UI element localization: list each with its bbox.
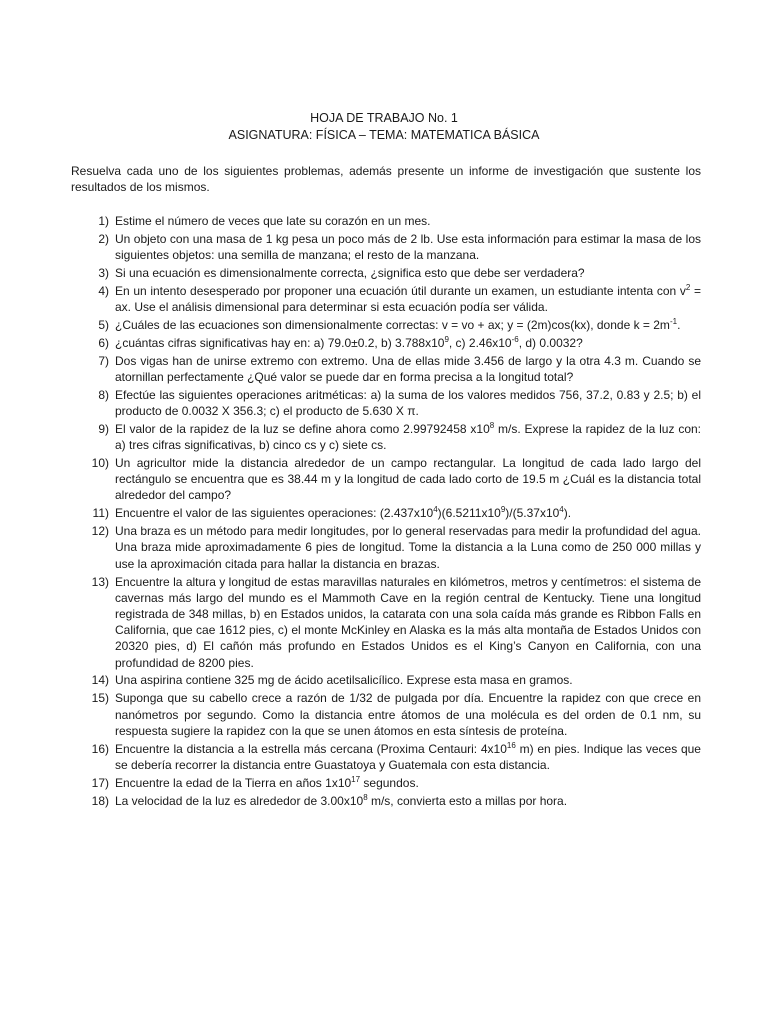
- problem-number: 2): [98, 231, 109, 246]
- problem-text: [115, 672, 701, 688]
- problem-text-segment: Una braza es un método para medir longitudes, por lo general reservadas para medir la profundidad del agua. Una braza mide aproximadamente 6 pies de longitud. Tome la distancia a la Luna como de 250 000 millas y use la aproximación citada para hallar la distancia en brazas.: [115, 524, 701, 571]
- problem-text: [115, 231, 701, 263]
- problem-item: [71, 775, 701, 791]
- worksheet-title: HOJA DE TRABAJO No. 1: [310, 111, 458, 125]
- problem-number: 9): [98, 421, 109, 436]
- problem-item: [71, 523, 701, 572]
- problem-text: [115, 317, 701, 333]
- exponent: 8: [489, 420, 495, 430]
- problem-text-segment: ¿cuántas cifras significativas hay en: a) 79.0±0.2, b) 3.788x10: [115, 335, 445, 350]
- problem-number: 11): [92, 506, 109, 521]
- problem-number: 12): [91, 524, 109, 539]
- problem-text-segment: )/(5.37x10: [505, 506, 560, 521]
- problem-number: 3): [98, 265, 109, 280]
- problem-text-segment: La velocidad de la luz es alrededor de 3.00x10: [115, 793, 364, 808]
- problem-item: [71, 672, 701, 688]
- problem-item: [71, 353, 701, 385]
- problem-number: 4): [98, 283, 109, 298]
- instructions-paragraph: Resuelva cada uno de los siguientes problemas, además presente un informe de investigación que sustente los resultados de los mismos.: [71, 164, 701, 195]
- exponent: 9: [500, 505, 506, 515]
- problem-text-segment: = ax. Use el análisis dimensional para determinar si esta ecuación podía ser válida.: [115, 283, 702, 315]
- problem-item: [71, 455, 701, 504]
- problem-text: [115, 283, 701, 315]
- exponent: 17: [351, 774, 361, 784]
- problem-text: [115, 793, 701, 809]
- problem-number: 8): [98, 387, 109, 402]
- problem-text: [115, 741, 701, 773]
- problem-text-segment: Encuentre la edad de la Tierra en años 1x10: [115, 775, 352, 790]
- problem-text: [115, 265, 701, 281]
- problem-item: [71, 741, 701, 773]
- problem-text-segment: ¿Cuáles de las ecuaciones son dimensionalmente correctas: v = vo + ax; y = (2m)cos(kx), donde k = 2m: [115, 317, 670, 332]
- problem-text-segment: Encuentre el valor de las siguientes operaciones: (2.437x10: [115, 506, 434, 521]
- problem-number: 14): [91, 673, 109, 688]
- problem-text-segment: m/s, convierta esto a millas por hora.: [367, 793, 568, 808]
- exponent: 8: [363, 792, 368, 802]
- problem-list: [71, 213, 701, 810]
- problem-number: 13): [91, 574, 109, 589]
- problem-item: [71, 690, 701, 739]
- problem-text-segment: m/s. Exprese la rapidez de la luz con: a) tres cifras significativas, b) cinco cs y c) siete cs.: [115, 421, 701, 453]
- problem-text-segment: ).: [563, 506, 572, 521]
- exponent: -1: [669, 316, 678, 326]
- problem-number: 17): [91, 775, 109, 790]
- problem-text-segment: Dos vigas han de unirse extremo con extremo. Una de ellas mide 3.456 de largo y la otra 4.3 m. Cuando se atornillan perfectamente ¿Qué valor se puede dar en forma precisa a la longitud total?: [115, 353, 701, 384]
- exponent: -6: [511, 334, 519, 344]
- problem-text-segment: Encuentre la distancia a la estrella más cercana (Proxima Centauri: 4x10: [115, 741, 507, 756]
- problem-item: [71, 231, 701, 263]
- problem-text: [115, 455, 701, 504]
- problem-text: [115, 387, 701, 419]
- problem-number: 18): [91, 793, 109, 808]
- problem-item: [71, 387, 701, 419]
- problem-text: [115, 574, 701, 671]
- problem-number: 5): [98, 317, 109, 332]
- problem-text-segment: )(6.5211x10: [437, 506, 501, 521]
- problem-item: [71, 265, 701, 281]
- problem-text: [115, 213, 701, 229]
- exponent: 4: [559, 505, 564, 515]
- exponent: 9: [444, 334, 449, 344]
- problem-item: [71, 574, 701, 671]
- problem-item: [71, 505, 701, 521]
- problem-text-segment: Un objeto con una masa de 1 kg pesa un poco más de 2 lb. Use esta información para estimar la masa de los siguientes objetos: una semilla de manzana; el resto de la manzana.: [115, 231, 701, 263]
- problem-text-segment: segundos.: [360, 775, 419, 790]
- problem-text-segment: Una aspirina contiene 325 mg de ácido acetilsalicílico. Exprese esta masa en gramos.: [115, 673, 573, 688]
- exponent: 4: [433, 505, 438, 515]
- problem-text-segment: .: [677, 317, 681, 332]
- problem-text: [115, 505, 701, 521]
- problem-text-segment: Si una ecuación es dimensionalmente correcta, ¿significa esto que debe ser verdadera?: [115, 265, 585, 280]
- problem-text-segment: Un agricultor mide la distancia alrededor de un campo rectangular. La longitud de cada lado largo del rectángulo se encuentra que es 38.44 m y la longitud de cada lado corto de 19.5 m ¿Cuál es la distancia total alrededor del campo?: [115, 456, 701, 503]
- problem-text-segment: Estime el número de veces que late su corazón en un mes.: [115, 214, 431, 228]
- problem-number: 10): [91, 456, 109, 471]
- problem-text: [115, 775, 701, 791]
- problem-item: [71, 213, 701, 229]
- exponent: 2: [685, 282, 691, 292]
- problem-number: 7): [98, 353, 109, 368]
- problem-text-segment: , d) 0.0032?: [518, 335, 583, 350]
- problem-item: [71, 793, 701, 809]
- problem-text-segment: Suponga que su cabello crece a razón de 1/32 de pulgada por día. Encuentre la rapidez con que crece en nanómetros por segundo. Como la distancia entre átomos de una molécula es del orden de 0.1 nm, su respuesta sugiere la rapidez con la que se unen átomos en esta síntesis de proteína.: [115, 691, 701, 738]
- problem-text-segment: El valor de la rapidez de la luz se define ahora como 2.99792458 x10: [115, 421, 490, 436]
- exponent: 16: [506, 740, 516, 750]
- problem-item: [71, 335, 701, 351]
- problem-text-segment: , c) 2.46x10: [448, 335, 512, 350]
- problem-number: 6): [98, 335, 109, 350]
- problem-item: [71, 421, 701, 453]
- worksheet-subtitle: ASIGNATURA: FÍSICA – TEMA: MATEMATICA BÁSICA: [228, 128, 540, 142]
- problem-number: 15): [91, 691, 109, 706]
- problem-text-segment: Efectúe las siguientes operaciones aritméticas: a) la suma de los valores medidos 756, 37.2, 0.83 y 2.5; b) el producto de 0.0032 X 356.3; c) el producto de 5.630 X π.: [115, 387, 701, 419]
- problem-text: [115, 523, 701, 572]
- problem-text: [115, 335, 701, 351]
- problem-item: [71, 317, 701, 333]
- problem-text-segment: Encuentre la altura y longitud de estas maravillas naturales en kilómetros, metros y centímetros: el sistema de cavernas más largo del mundo es el Mammoth Cave en la región central de Kentucky. Tiene una longitud registrada de 348 millas, b) en Estados unidos, la catarata con una sola caída más grande es Ribbon Falls en California, que cae 1612 pies, c) el monte McKinley en Alaska es la más alta montaña de Estados Unidos con 20320 pies, d) El cañón más profundo en Estados Unidos es el King’s Canyon en California, con una profundidad de 8200 pies.: [115, 574, 701, 670]
- problem-number: 1): [98, 214, 109, 228]
- problem-text-segment: m) en pies. Indique las veces que se debería recorrer la distancia entre Guastatoya y Guatemala con esta distancia.: [115, 741, 701, 772]
- problem-text: [115, 690, 701, 739]
- problem-item: [71, 283, 701, 315]
- problem-text: [115, 421, 701, 453]
- problem-number: 16): [91, 741, 109, 756]
- problem-text-segment: En un intento desesperado por proponer una ecuación útil durante un examen, un estudiante intenta con v: [115, 283, 686, 298]
- problem-text: [115, 353, 701, 385]
